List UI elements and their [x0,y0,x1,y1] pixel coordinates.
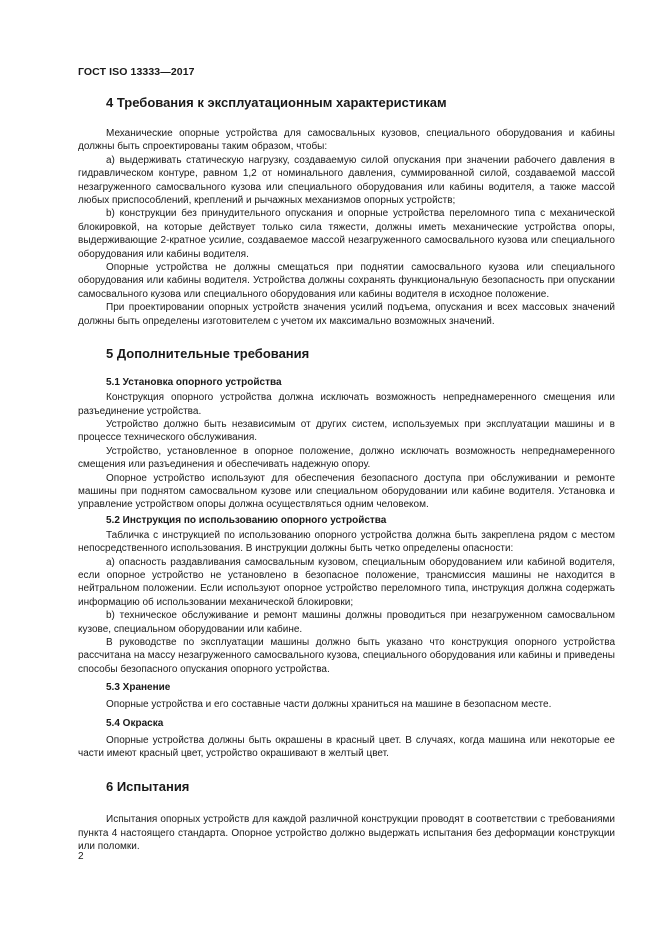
paragraph: Устройство, установленное в опорное положение, должно исключать возможность непреднамеренного смещения или разъединения и обеспечивать надежную опору. [78,445,615,471]
list-item: b) техническое обслуживание и ремонт машины должны проводиться при незагруженном самосвальном кузове, специальном оборудовании или кабине. [78,610,615,635]
document-header: ГОСТ ISO 13333—2017 [78,66,195,78]
paragraph: В руководстве по эксплуатации машины должно быть указано что конструкция опорного устройства рассчитана на массу незагруженного самосвального кузова, специального оборудования или кабины и приведены способы безопасного опускания опорного устройства. [78,637,615,675]
section-6-title: 6 Испытания [106,779,190,795]
paragraph: Опорные устройства должны быть окрашены в красный цвет. В случаях, когда машина или некоторые ее части имеют красный цвет, устройство окрашивают в желтый цвет. [78,734,615,760]
paragraph: Испытания опорных устройств для каждой различной конструкции проводят в соответствии с требованиями пункта 4 настоящего стандарта. Опорное устройство должно выдержать испытания без деформации конструкции или поломки. [78,814,615,853]
paragraph: Опорное устройство используют для обеспечения безопасного доступа при обслуживании и ремонте машины при поднятом самосвальном кузове или специальном оборудовании или кабине водителя. Установка и управление устройством опоры должна осуществляться одним человеком. [78,472,615,511]
subsection-5-1-title: 5.1 Установка опорного устройства [106,377,282,389]
subsection-5-4-title: 5.4 Окраска [106,717,164,729]
paragraph: Табличка с инструкцией по использованию опорного устройства должна быть закреплена рядом с местом непосредственного использования. В инструкции должны быть четко определены опасности: [78,529,615,555]
paragraph: Механические опорные устройства для самосвальных кузовов, специального оборудования и кабины должны быть спроектированы таким образом, чтобы: [78,128,615,153]
subsection-5-2-title: 5.2 Инструкция по использованию опорного устройства [106,514,387,526]
section-4-title: 4 Требования к эксплуатационным характеристикам [106,95,447,110]
list-item: a) опасность раздавливания самосвальным кузовом, специальным оборудованием или кабиной водителя, если опорное устройство не установлено в безопасное положение, трансмиссия машины не находится в нейтральном положении. Если используют опорное устройство переломного типа, инструкция должна содержать информацию об использовании механической блокировки; [78,556,615,608]
paragraph: При проектировании опорных устройств значения усилий подъема, опускания и всех массовых значений должны быть определены изготовителем с учетом их максимально возможных значений. [78,302,615,327]
list-item: b) конструкции без принудительного опускания и опорные устройства переломного типа с механической блокировкой, на которые действует только сила тяжести, должны иметь механические устройства опоры, выдерживающие 2-кратное усилие, создаваемое массой незагруженного самосвального кузова или специального оборудования или кабины водителя. [78,208,615,260]
page-content [78,95,615,854]
paragraph: Устройство должно быть независимым от других систем, используемых при эксплуатации машины и в процессе технического обслуживания. [78,418,615,444]
list-item: a) выдерживать статическую нагрузку, создаваемую силой опускания при значении рабочего давления в гидравлическом контуре, равном 1,2 от номинального давления, суммированной силой, создаваемой массой незагруженного самосвального кузова или специального оборудования или кабины водителя, а также массой любых приспособлений, креплений и рычажных механизмов опорных устройств; [78,154,615,207]
paragraph: Конструкция опорного устройства должна исключать возможность непреднамеренного смещения или разъединение устройства. [78,392,615,417]
page-number: 2 [78,851,84,862]
section-5-title: 5 Дополнительные требования [106,346,310,362]
paragraph: Опорные устройства и его составные части должны храниться на машине в безопасном месте. [106,699,552,711]
subsection-5-3-title: 5.3 Хранение [106,682,171,694]
paragraph: Опорные устройства не должны смещаться при поднятии самосвального кузова или специального оборудования или кабины водителя. Устройства должны сохранять функциональную безопасность при опускании самосвального кузова или специального оборудования или кабины водителя в исходное положение. [78,262,615,300]
